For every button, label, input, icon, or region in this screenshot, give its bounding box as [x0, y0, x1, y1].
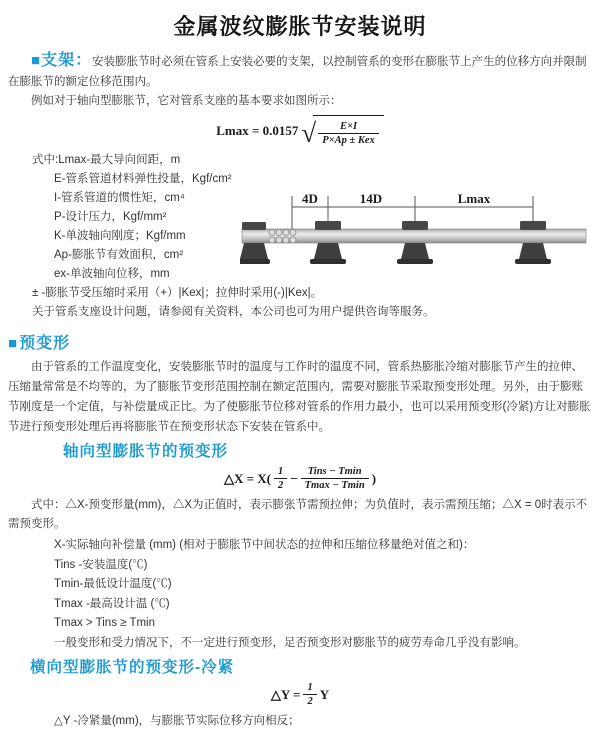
- axial-frac-temp: [301, 465, 369, 492]
- variable-line: Tmin-最低设计温度(℃): [54, 578, 172, 590]
- lateral-formula-rhs: Y: [319, 686, 330, 702]
- axial-formula-lhs: △X = X(: [223, 470, 271, 486]
- variable-line: Tmax -最高设计温 (℃): [54, 597, 170, 610]
- half-denominator: 2: [307, 696, 313, 707]
- sqrt-expression: [301, 115, 383, 147]
- lmax-fraction: [318, 120, 379, 147]
- lateral-subheader: 横向型膨胀节的预变形-冷紧: [30, 659, 235, 676]
- section-square-icon: ■: [8, 335, 19, 352]
- dim-label-4d: 4D: [302, 191, 318, 206]
- support-example-line: 例如对于轴向型膨胀节，它对管系支座的基本要求如图所示：: [31, 95, 342, 107]
- axial-frac-half: [274, 465, 287, 492]
- axial-subheader: 轴向型膨胀节的预变形: [63, 443, 229, 460]
- minus-sign: −: [290, 470, 298, 486]
- support-intro-paragraph: [8, 51, 592, 92]
- radical-sign: √: [301, 118, 317, 148]
- variable-line: X-实际轴向补偿量 (mm) (相对于膨胀节中间状态的拉伸和压缩位移量绝对值之和)：: [54, 539, 475, 551]
- support-variables-block: [8, 151, 592, 284]
- half-denominator: 2: [277, 480, 284, 491]
- variable-line: ex-单波轴向位移，mm: [54, 268, 170, 280]
- support-note-pm: ± -膨胀节受压缩时采用（+）|Kex|；拉伸时采用(-)|Kex|。: [32, 287, 323, 299]
- axial-formula: [8, 465, 592, 492]
- close-paren: ): [371, 470, 377, 486]
- predeform-body: 由于管系的工作温度变化，安装膨胀节时的温度与工作时的温度不同，管系热膨胀冷缩对膨胀节产生的拉伸、压缩量常常是不均等的，为了膨胀节变形范围控制在额定范围内，需要对膨胀节采取预变形处理。另外，由于膨账节刚度是一个定值，与补偿量成正比。为了使膨胀节位移对管系的作用力最小，也可以采用预变形(冷紧)方让对膨胀节进行预变形处理后再将膨胀节在预变形状态下安装在管系中。: [8, 361, 591, 433]
- support-note-service: 关于管系支座设计问题，请参阅有关资料，本公司也可为用户提供咨询等服务。: [32, 306, 435, 318]
- variable-line: Tins -安装温度(℃): [54, 558, 148, 571]
- variable-line: 式中:Lmax-最大导向间距，m: [32, 154, 181, 166]
- lmax-fraction-numerator: E×I: [318, 120, 379, 134]
- section-square-icon: ■: [31, 52, 41, 69]
- axial-note: 一般变形和受力情况下，不一定进行预变形，足否预变形对膨胀节的疲劳寿命几乎没有影响。: [54, 636, 526, 649]
- predeform-section-header: [8, 330, 592, 353]
- variable-line: K-单波轴向刚度；Kgf/mm: [54, 230, 186, 242]
- half-numerator: 1: [303, 681, 316, 695]
- pipe-support-diagram: [240, 191, 590, 293]
- lmax-fraction-denominator: P×Ap ± Kex: [322, 135, 375, 146]
- variable-line: Ap-膨胀节有效面积，cm²: [54, 249, 184, 261]
- variable-line: I-管系管道的惯性矩，cm⁴: [54, 192, 185, 204]
- page-title: 金属波纹膨胀节安装说明: [173, 14, 427, 39]
- support-section-header: 支架：: [41, 52, 93, 69]
- half-numerator: 1: [274, 465, 287, 479]
- dim-label-14d: 14D: [359, 191, 383, 206]
- lateral-formula-lhs: △Y =: [270, 686, 301, 702]
- variable-line: E-管系管道材料弹性投量，Kgf/cm²: [54, 173, 232, 185]
- lmax-formula: [8, 115, 592, 147]
- lmax-formula-lhs: Lmax = 0.0157: [216, 123, 299, 138]
- axial-variables-block: [8, 536, 592, 634]
- lateral-formula: [8, 681, 592, 708]
- predeform-header-label: 预变形: [19, 335, 71, 352]
- dim-label-lmax: Lmax: [457, 191, 491, 206]
- axial-explain: 式中：△X-预变形量(mm)，△X为正值时，表示膨张节需预拉伸；为负值时，表示需预压缩；△X = 0时表示不需预变形。: [8, 499, 588, 530]
- support-intro-text: 安装膨胀节时必须在管系上安装必要的支架，以控制管系的变形在膨胀节上产生的位移方向并限制在膨胀节的额定位移范围内。: [8, 56, 587, 88]
- temp-numerator: Tins − Tmin: [301, 465, 369, 479]
- temp-denominator: Tmax − Tmin: [304, 480, 365, 491]
- variable-line: Tmax > Tins ≥ Tmin: [54, 617, 155, 629]
- lateral-explain: △Y -冷紧量(mm)，与膨胀节实际位移方向相反；: [54, 715, 300, 727]
- variable-line: P-设计压力，Kgf/mm²: [54, 211, 167, 223]
- lateral-frac-half: [303, 681, 316, 708]
